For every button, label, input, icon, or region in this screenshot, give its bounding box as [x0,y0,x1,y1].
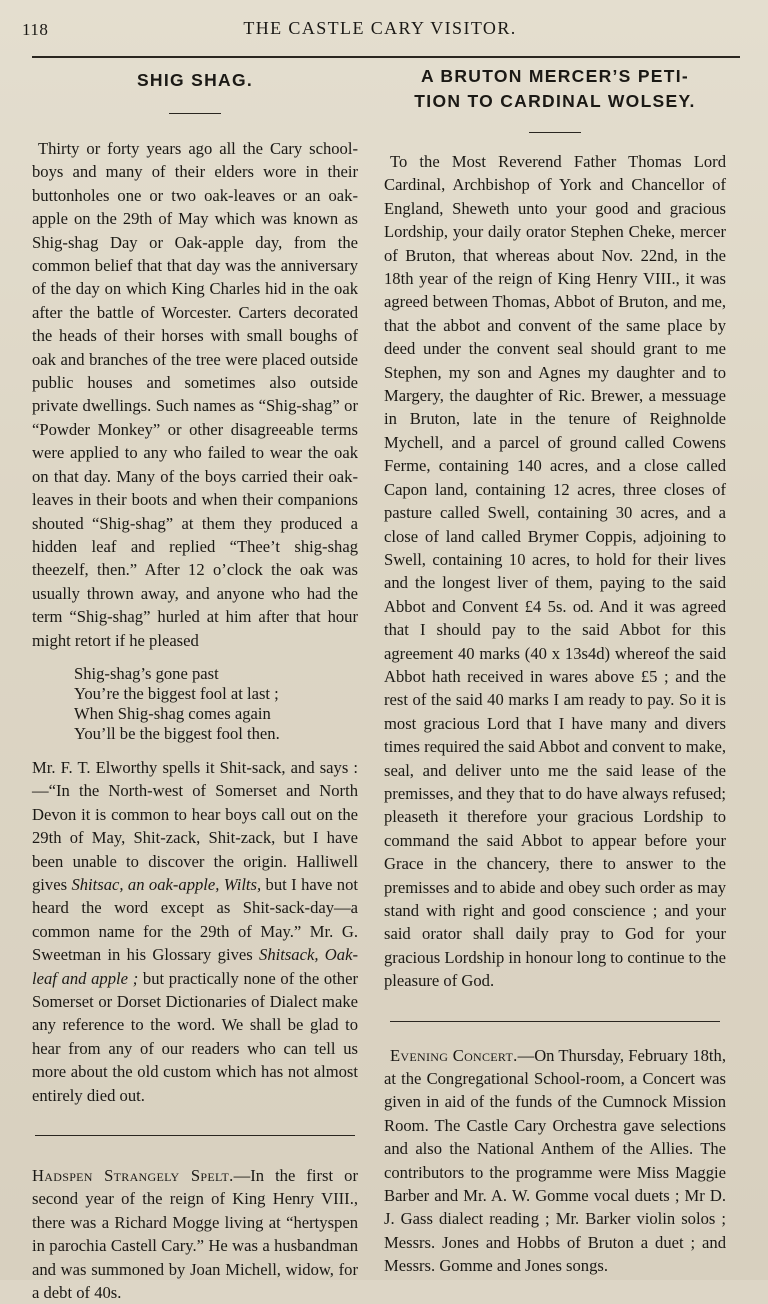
article-lead: Evening Concert. [390,1045,518,1065]
article-heading-bruton-mercer [384,64,726,114]
verse-block [32,664,358,744]
right-column [384,60,726,1278]
verse-line: You’ll be the biggest fool then. [74,723,280,743]
article-paragraph: Thirty or forty years ago all the Cary school-boys and many of their elders wore in their buttonholes one or two oak-leaves or an oak-apple on the 29th of May which was known as Shig-shag Day or Oak-apple day, from the common belief that that day was the anniversary of the day on which King Charles hid in the oak after the battle of Worcester. Carters decorated the heads of their horses with small boughs of oak and branches of the tree were placed outside public houses and sometimes also outside private dwellings. Such names as “Shig-shag” or “Powder Monkey” or other disagreeable terms were applied to any who failed to wear the oak on that day. Many of the boys carried their oak-leaves in their boots and when their companions shouted “Shig-shag” at them they produced a hidden leaf and replied “Thee’t shig-shag theezelf, then.” After 12 o’clock the oak was usually thrown away, and anyone who had the term “Shig-shag” hurled at him after that hour might retort if he pleased [32,139,358,650]
heading-line: TION TO CARDINAL WOLSEY. [414,91,696,111]
article-paragraph: To the Most Reverend Father Thomas Lord Cardinal, Archbishop of York and Chancellor of England, Sheweth unto your good and gracious Lordship, your daily orator Stephen Cheke, mercer of Bruton, that whereas about Nov. 22nd, in the 18th year of the reign of King Henry VIII., it was agreed between Thomas, Abbot of Bruton, and me, that the abbot and convent of the same place by deed under the convent seal should grant to me Stephen, my son and Agnes my daughter and to Margery, the daughter of Ric. Brewer, a messuage in Bruton, late in the tenure of Reighnolde Mychell, and a parcel of ground called Cowens Ferme, containing 140 acres, and a close called Capon land, containing 12 acres, three closes of pasture called Swell, containing 30 acres, and a close of land called Brymer Coppis, adjoining to Swell, containing 10 acres, to hold for their lives and the longest liver of them, paying to the said Abbot and Convent £4 5s. od. And it was agreed that I should pay to the said Abbot for this agreement 40 marks (40 x 13s4d) whereof the said Abbot hath received in wares above £5 ; and the rest of the said 40 marks I am ready to pay. So it is most gracious Lord that I have many and divers times required the said Abbot and convent to make, seal, and deliver unto me the said lease of the premisses, and they that to do have always refused; pleaseth it therefore your gracious Lordship to command the said Abbot to appear before your Grace in the chancery, there to answer to the premisses and to abide and obey such order as may stand with right and good conscience ; and your said orator shall daily pray to God for your gracious Lordship in honour long to continue to the pleasure of God. [384,152,726,991]
page-number: 118 [22,20,49,39]
verse-line: Shig-shag’s gone past [74,663,219,683]
text-run: —On Thursday, February 18th, at the Congregational School-room, a Concert was given in aid of the funds of the Cumnock Mission Room. The Castle Cary Orchestra gave selections and also the National Anthem of the Allies. The contributors to the programme were Miss Maggie Barber and Mr. A. W. Gomme vocal duets ; Mr D. J. Gass dialect reading ; Mr. Barker violin solos ; Messrs. Jones and Hobbs of Bruton a duet ; and Messrs. Gomme and Jones songs. [384,1045,726,1276]
verse-line: When Shig-shag comes again [74,703,271,723]
article-paragraph [384,1044,726,1278]
article-lead: Hadspen Strangely Spelt. [32,1166,234,1186]
header-rule [32,56,740,58]
article-heading-shig-shag: SHIG SHAG. [136,70,254,90]
text-run: Mr. F. T. Elworthy spells it Shit-sack, and says :—“In the North-west of Somerset and North Devon it is common to hear boys call out on the 29th of May, Shit-zack, Shit-zack, but I have been unable to discover the origin. Halliwell gives [32,757,358,894]
left-column [32,60,358,1304]
text-run: —In the first or second year of the reign of King Henry VIII., there was a Richard Mogge living at “hertyspen in parochia Castell Cary.” He was a husbandman and was summoned by Joan Michell, widow, for a debt of 40s. [32,1166,358,1303]
article-paragraph [32,1164,358,1304]
italic-citation: Shitsack, Oak-leaf and apple ; [32,945,358,988]
text-run: but practically none of the other Somerset or Dorset Dictionaries of Dialect make any reference to the word. We shall be glad to hear from any of our readers who can tell us more about the old custom which has not almost entirely died out. [32,968,358,1105]
verse-line: You’re the biggest fool at last ; [74,683,279,703]
italic-citation: Shitsac, an oak-apple, Wilts, [71,874,262,894]
article-paragraph [32,756,358,1107]
text-run: but I have not heard the word except as Shit-sack-day—a common name for the 29th of May.” Mr. G. Sweetman in his Glossary gives [32,874,359,965]
running-head [22,18,738,44]
journal-title: THE CASTLE CARY VISITOR. [243,18,517,38]
heading-line: A BRUTON MERCER’S PETI- [420,66,690,86]
